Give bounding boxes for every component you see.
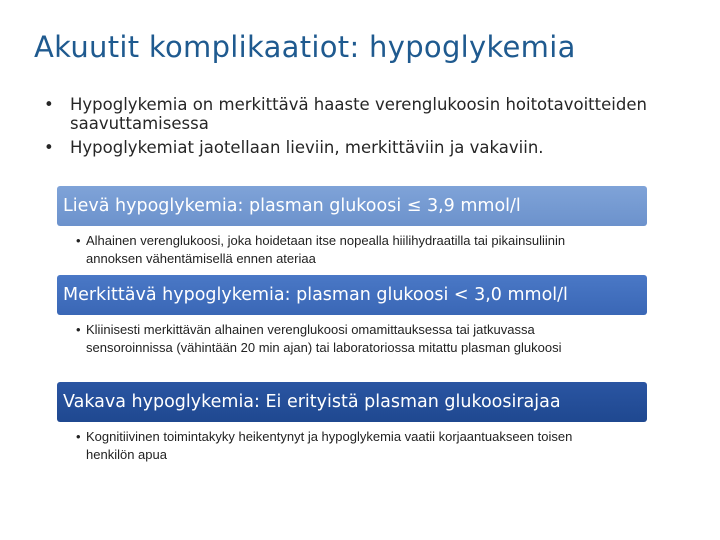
- intro-bullet: [44, 138, 684, 157]
- bullet-marker: •: [44, 138, 54, 157]
- level-detail-significant: [76, 321, 616, 357]
- bullet-marker: •: [76, 429, 81, 444]
- slide-title: Akuutit komplikaatiot: hypoglykemia: [34, 30, 576, 64]
- level-detail-severe: [76, 428, 616, 464]
- level-detail-mild: [76, 232, 616, 268]
- level-detail-text: Kognitiivinen toimintakyky heikentynyt ja hypoglykemia vaatii korjaantuakseen toisen henkilön apua: [86, 429, 573, 462]
- level-heading-mild: [57, 186, 647, 226]
- level-heading-text: Vakava hypoglykemia: Ei erityistä plasman glukoosirajaa: [63, 392, 561, 412]
- level-detail-text: Alhainen verenglukoosi, joka hoidetaan itse nopealla hiilihydraatilla tai pikainsuliinin annoksen vähentämisellä ennen ateriaa: [86, 233, 566, 266]
- level-heading-significant: [57, 275, 647, 315]
- intro-bullet-text: Hypoglykemia on merkittävä haaste verenglukoosin hoitotavoitteiden saavuttamisessa: [70, 95, 647, 133]
- intro-bullet: [44, 95, 684, 133]
- bullet-marker: •: [44, 95, 54, 114]
- intro-bullet-text: Hypoglykemiat jaotellaan lieviin, merkittäviin ja vakaviin.: [70, 138, 544, 157]
- level-heading-text: Lievä hypoglykemia: plasman glukoosi ≤ 3,9 mmol/l: [63, 196, 521, 216]
- level-heading-severe: [57, 382, 647, 422]
- intro-bullet-list: [44, 95, 684, 162]
- level-heading-text: Merkittävä hypoglykemia: plasman glukoosi < 3,0 mmol/l: [63, 285, 568, 305]
- bullet-marker: •: [76, 322, 81, 337]
- level-detail-text: Kliinisesti merkittävän alhainen verenglukoosi omamittauksessa tai jatkuvassa sensoroinnissa (vähintään 20 min ajan) tai laboratoriossa mitattu plasman glukoosi: [86, 322, 562, 355]
- bullet-marker: •: [76, 233, 81, 248]
